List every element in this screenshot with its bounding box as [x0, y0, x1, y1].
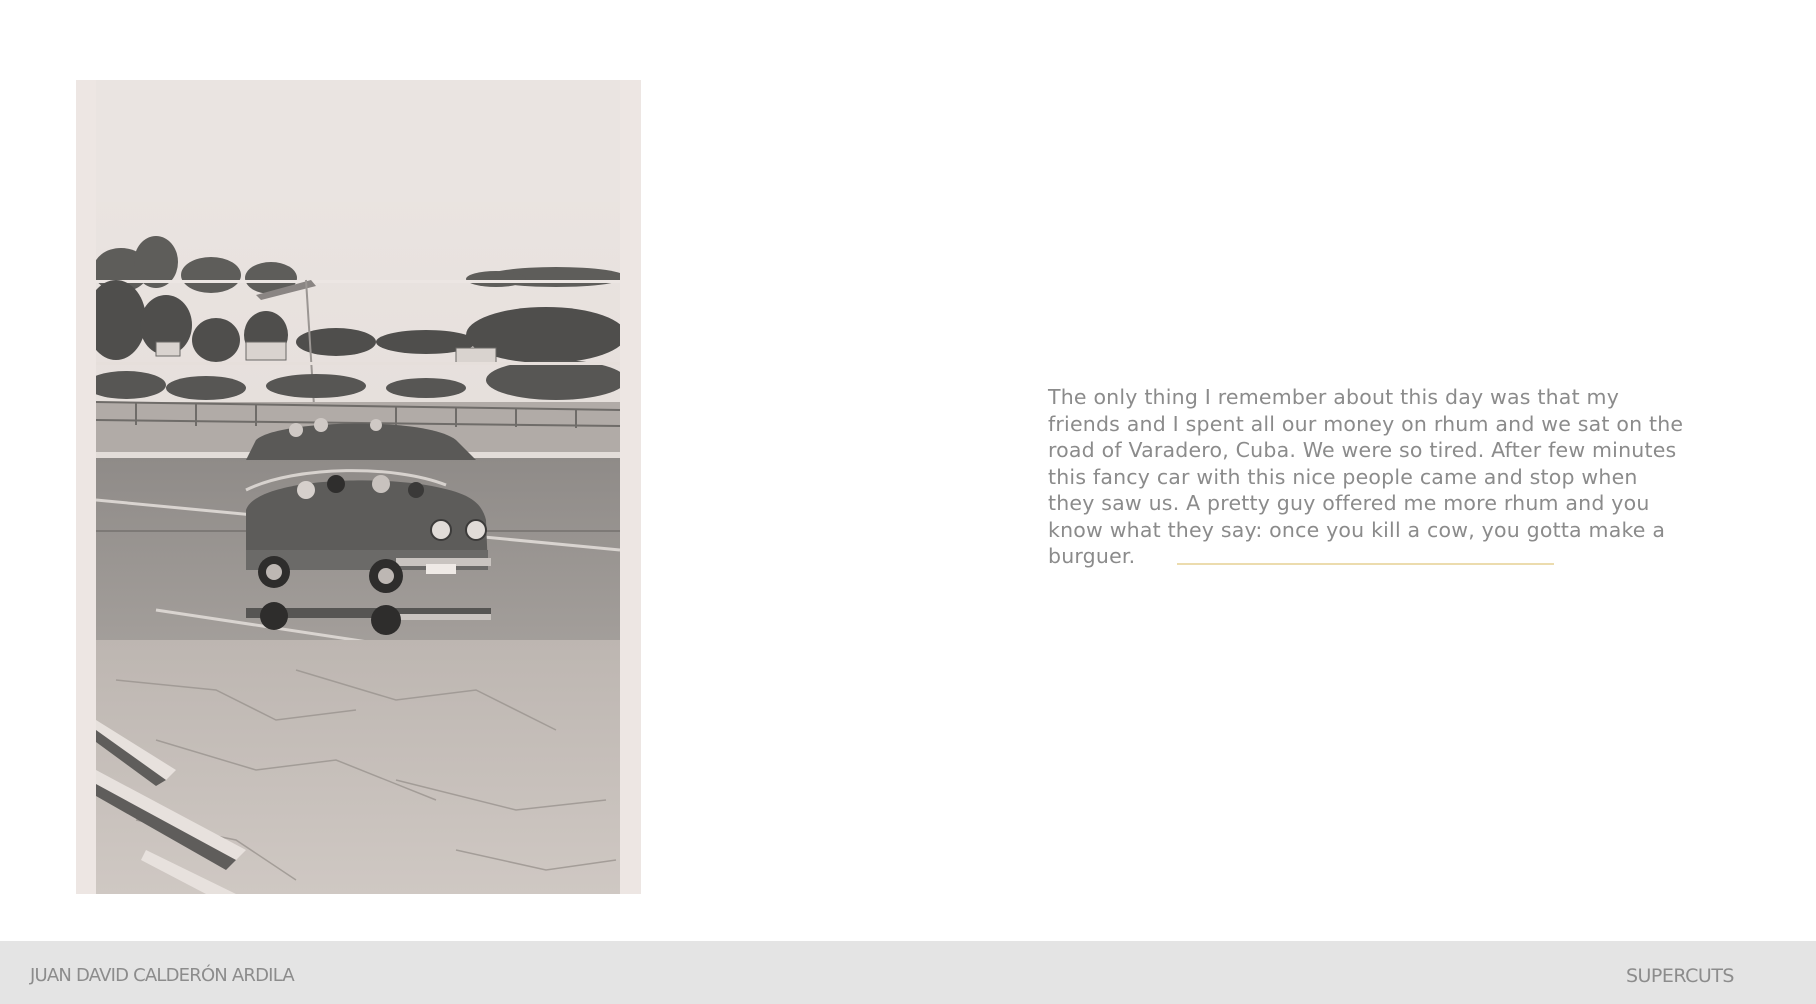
series-title: SUPERCUTS: [1625, 965, 1734, 987]
story-paragraph: The only thing I remember about this day was that my friends and I spent all our money on rhum and we sat on the road of Varadero, Cuba. We were so tired. After few minutes this fancy car with this nice people came and stop when they saw us. A pretty guy offered me more rhum and you know what they say: once you kill a cow, you gotta make a burguer.: [1048, 385, 1684, 568]
footer-bar: [0, 941, 1816, 1004]
divider-line: [1177, 563, 1554, 565]
car-photo: [96, 80, 620, 894]
author-name: JUAN DAVID CALDERÓN ARDILA: [30, 965, 294, 986]
photo-frame: [76, 80, 641, 894]
